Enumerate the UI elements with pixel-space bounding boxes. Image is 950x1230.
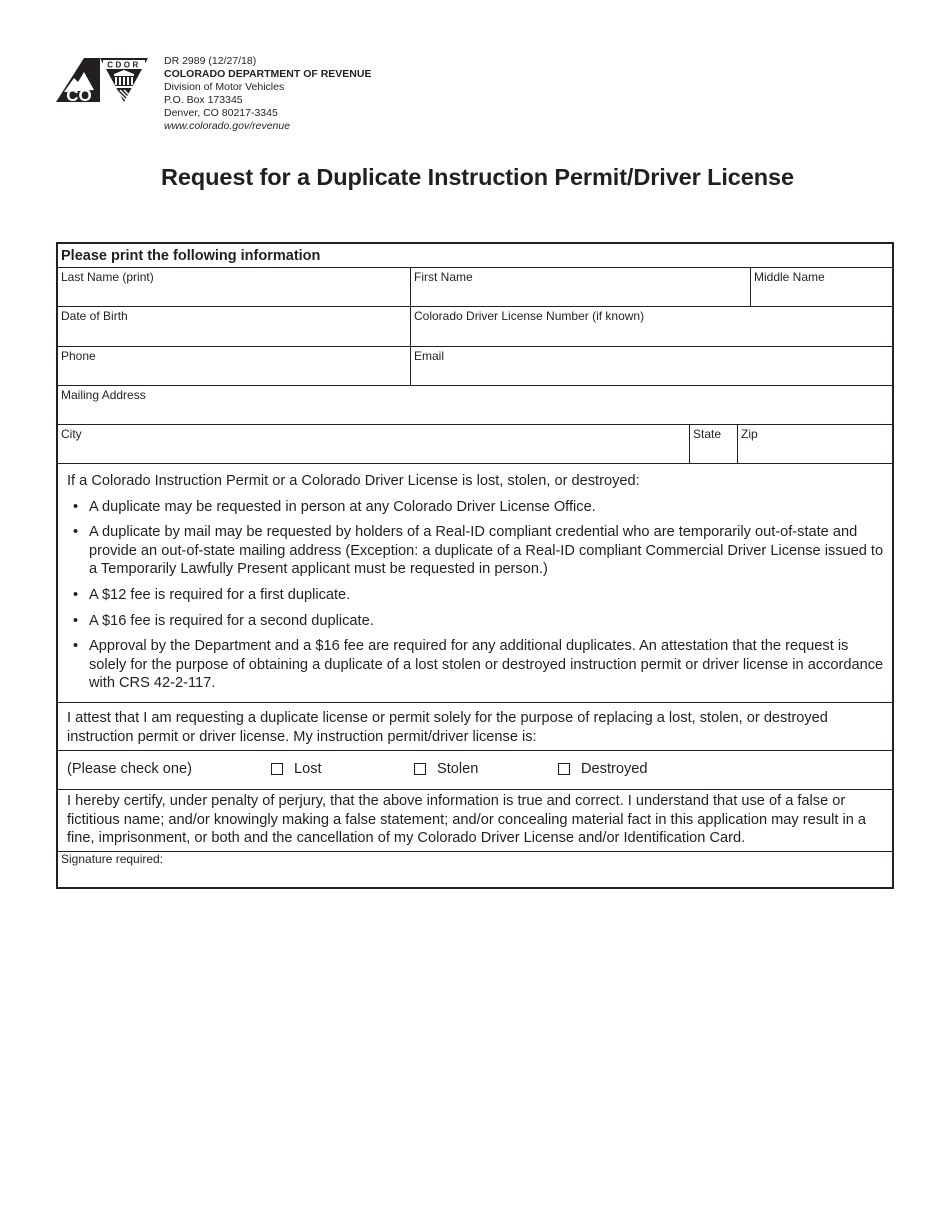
city-line: Denver, CO 80217-3345 xyxy=(164,107,278,119)
form-number: DR 2989 (12/27/18) xyxy=(164,55,257,67)
checkbox-box[interactable] xyxy=(414,763,426,775)
zip-field[interactable] xyxy=(737,425,892,463)
signature-label: Signature required: xyxy=(61,852,164,866)
website: www.colorado.gov/revenue xyxy=(164,120,291,132)
dob-label: Date of Birth xyxy=(61,309,128,323)
last-name-label: Last Name (print) xyxy=(61,270,154,284)
dob-row xyxy=(58,307,892,347)
certification: I hereby certify, under penalty of perjury, that the above information is true and correct. I understand that use of a false or fictitious name; and/or knowingly making a false statement; and/or concealing material fact in this application may result in a fine, imprisonment, or both and the cancellation of my Colorado Driver License and/or Identification Card. xyxy=(58,790,892,852)
mailing-address-field[interactable] xyxy=(58,386,892,424)
checkbox-box[interactable] xyxy=(558,763,570,775)
division-name: Division of Motor Vehicles xyxy=(164,81,285,93)
first-name-label: First Name xyxy=(414,270,473,284)
email-label: Email xyxy=(414,349,445,363)
po-box: P.O. Box 173345 xyxy=(164,94,243,106)
state-field[interactable] xyxy=(689,425,737,463)
license-number-field[interactable] xyxy=(410,307,892,346)
address-row xyxy=(58,386,892,425)
signature-field[interactable] xyxy=(58,852,892,887)
middle-name-label: Middle Name xyxy=(754,270,825,284)
info-intro: If a Colorado Instruction Permit or a Colorado Driver License is lost, stolen, or destroyed: xyxy=(67,473,640,489)
first-name-field[interactable] xyxy=(410,268,750,306)
cdor-logo xyxy=(56,56,148,106)
state-label: State xyxy=(693,427,722,441)
page-title: Request for a Duplicate Instruction Permit/Driver License xyxy=(161,164,794,190)
logo-co-text: CO xyxy=(66,86,92,105)
middle-name-field[interactable] xyxy=(750,268,892,306)
city-field[interactable] xyxy=(58,425,689,463)
contact-row xyxy=(58,347,892,386)
logo-cdor-text: CDOR xyxy=(107,60,141,70)
checkbox-box[interactable] xyxy=(271,763,283,775)
section-heading: Please print the following information xyxy=(58,244,892,268)
phone-label: Phone xyxy=(61,349,96,363)
phone-field[interactable] xyxy=(58,347,410,385)
name-row xyxy=(58,268,892,307)
city-row xyxy=(58,425,892,464)
attestation: I attest that I am requesting a duplicate license or permit solely for the purpose of replacing a lost, stolen, or destroyed instruction permit or driver license. My instruction permit/driver license is: xyxy=(58,703,892,751)
duplicate-info: If a Colorado Instruction Permit or a Colorado Driver License is lost, stolen, or destroyed: • A duplicate may be requested in person at any Colorado Driver License Office. • A duplicate by mail may be requested by holders of a Real-ID compliant credential who are temporarily out-of-state and provide an out-of-state mailing address (Exception: a duplicate of a Real-ID compliant Commercial Driver License issued to a Temporarily Lawfully Present applicant must be requested in person.) • A $12 fee is required for a first duplicate. • A $16 fee is required for a second duplicate. • Approval by the Department and a $16 fee are required for any additional duplicates. An attestation that the request is solely for the purpose of obtaining a duplicate of a lost stolen or destroyed instruction permit or driver license in accordance with CRS 42-2-117. xyxy=(58,464,892,703)
agency-block xyxy=(164,55,371,133)
check-one-label: (Please check one) xyxy=(67,761,192,777)
license-number-label: Colorado Driver License Number (if known) xyxy=(414,309,645,323)
email-field[interactable] xyxy=(410,347,892,385)
city-label: City xyxy=(61,427,82,441)
status-check-row: (Please check one) Lost Stolen Destroyed xyxy=(58,751,892,790)
department-name: COLORADO DEPARTMENT OF REVENUE xyxy=(164,68,372,80)
last-name-field[interactable] xyxy=(58,268,410,306)
dob-field[interactable] xyxy=(58,307,410,346)
mailing-address-label: Mailing Address xyxy=(61,388,146,402)
zip-label: Zip xyxy=(741,427,758,441)
request-form xyxy=(56,242,894,889)
